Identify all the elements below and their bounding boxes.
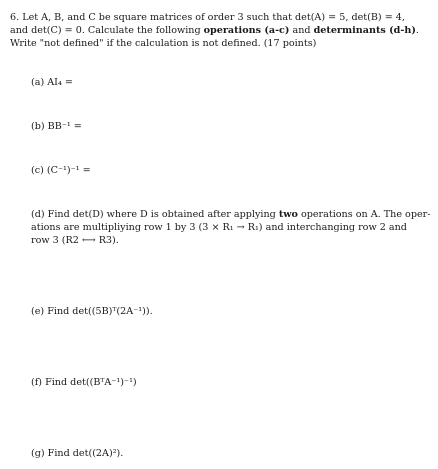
part-d-line-1-suffix: operations on A. The oper- bbox=[297, 209, 431, 220]
determinants-emphasis: determinants (d-h) bbox=[313, 25, 416, 36]
part-d-line-3: row 3 (R2 ⟷ R3). bbox=[31, 235, 119, 246]
part-a: (a) AI₄ = bbox=[31, 77, 73, 88]
problem-line-2-mid: and bbox=[289, 25, 314, 36]
part-e: (e) Find det((5B)ᵀ(2A⁻¹)). bbox=[31, 306, 153, 317]
two-emphasis: two bbox=[278, 209, 298, 220]
part-d-line-1-prefix: (d) Find det(D) where D is obtained after applying bbox=[31, 209, 279, 220]
operations-emphasis: operations (a-c) bbox=[203, 25, 290, 36]
problem-line-2-prefix: and det(C) = 0. Calculate the following bbox=[10, 25, 204, 36]
problem-line-3: Write "not defined" if the calculation is not defined. (17 points) bbox=[10, 38, 317, 49]
problem-line-1: 6. Let A, B, and C be square matrices of order 3 such that det(A) = 5, det(B) = 4, bbox=[10, 12, 405, 23]
part-c: (c) (C⁻¹)⁻¹ = bbox=[31, 165, 91, 176]
problem-line-2-suffix: . bbox=[415, 25, 419, 36]
part-b: (b) BB⁻¹ = bbox=[31, 121, 82, 132]
part-f: (f) Find det((BᵀA⁻¹)⁻¹) bbox=[31, 377, 137, 388]
part-d bbox=[31, 208, 431, 247]
part-d-line-1 bbox=[31, 208, 431, 221]
problem-line-2 bbox=[10, 24, 428, 37]
problem-statement bbox=[10, 11, 428, 50]
part-d-line-2: ations are multipliying row 1 by 3 (3 × R₁ → R₁) and interchanging row 2 and bbox=[31, 222, 407, 233]
part-g: (g) Find det((2A)²). bbox=[31, 448, 124, 459]
